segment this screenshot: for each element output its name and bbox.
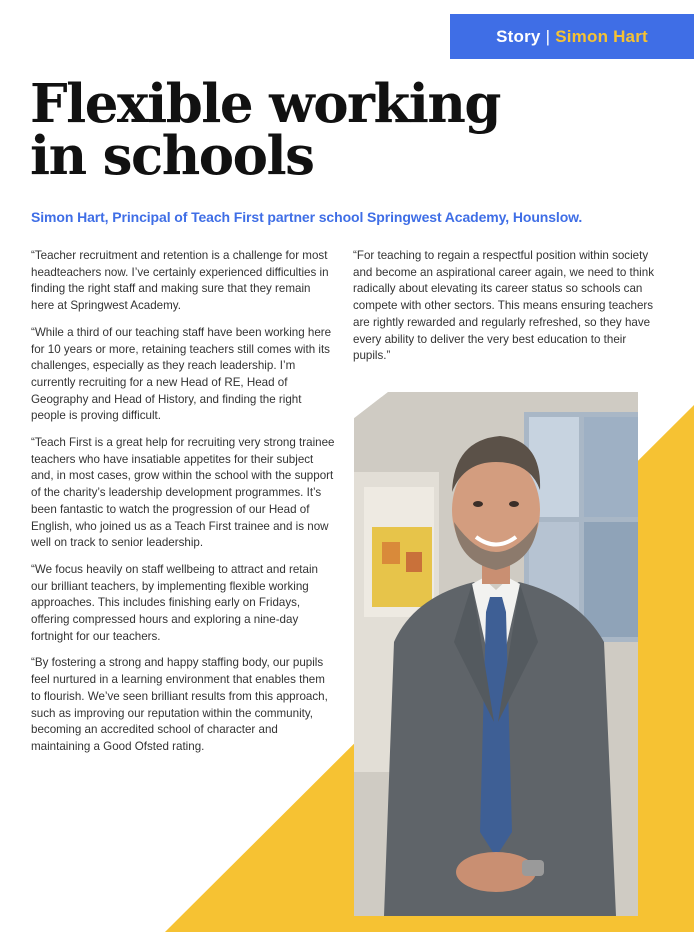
paragraph: “We focus heavily on staff wellbeing to attract and retain our brilliant teachers, by implementing flexible working approaches. This includes finishing early on Fridays, offering compressed hours and exploring a nine-day fortnight for our teachers.: [31, 562, 318, 643]
paragraph: “For teaching to regain a respectful position within society and become an aspirational career again, we need to think radically about elevating its career status so schools can compete with other sectors. This means ensuring teachers are rightly rewarded and regularly refreshed, so they have every ability to deliver the very best education to their pupils.”: [353, 249, 654, 363]
story-tag-label: Story: [496, 26, 541, 46]
story-tag-name: Simon Hart: [555, 26, 648, 46]
story-tag-separator: |: [545, 26, 551, 46]
story-tag: [450, 14, 694, 59]
portrait-photo: [354, 392, 638, 916]
page-title: [30, 73, 550, 187]
paragraph: “Teach First is a great help for recruiting very strong trainee teachers who have insatiable appetites for their subject and, in most cases, grow within the school with the support of the charity’s leadership development programmes. It’s been fantastic to watch the progression of our Head of English, who joined us as a Teach First trainee and is now well on track to senior leadership.: [31, 436, 335, 550]
subtitle: Simon Hart, Principal of Teach First partner school Springwest Academy, Hounslow.: [31, 209, 583, 225]
right-column: [353, 248, 663, 375]
paragraph: “While a third of our teaching staff have been working here for 10 years or more, retaining teachers still comes with its challenges, especially as they reach leadership. I’m currently recruiting for a new Head of RE, Head of Geography and Head of History, and finding the right people is proving difficult.: [31, 325, 332, 423]
title-line-2: in schools: [30, 125, 314, 187]
paragraph: “By fostering a strong and happy staffing body, our pupils feel nurtured in a learning environment that enables them to flourish. We’ve seen brilliant results from this approach, such as improving our reputation within the community, becoming an accredited school of character and maintaining a Good Ofsted rating.: [31, 656, 328, 753]
title-line-1: Flexible working: [30, 73, 500, 135]
paragraph: “Teacher recruitment and retention is a challenge for most headteachers now. I’ve certainly experienced difficulties in finding the right staff and making sure that they remain here at Springwest Academy.: [31, 249, 329, 313]
portrait-illustration: [354, 392, 638, 916]
left-column: [31, 248, 336, 766]
